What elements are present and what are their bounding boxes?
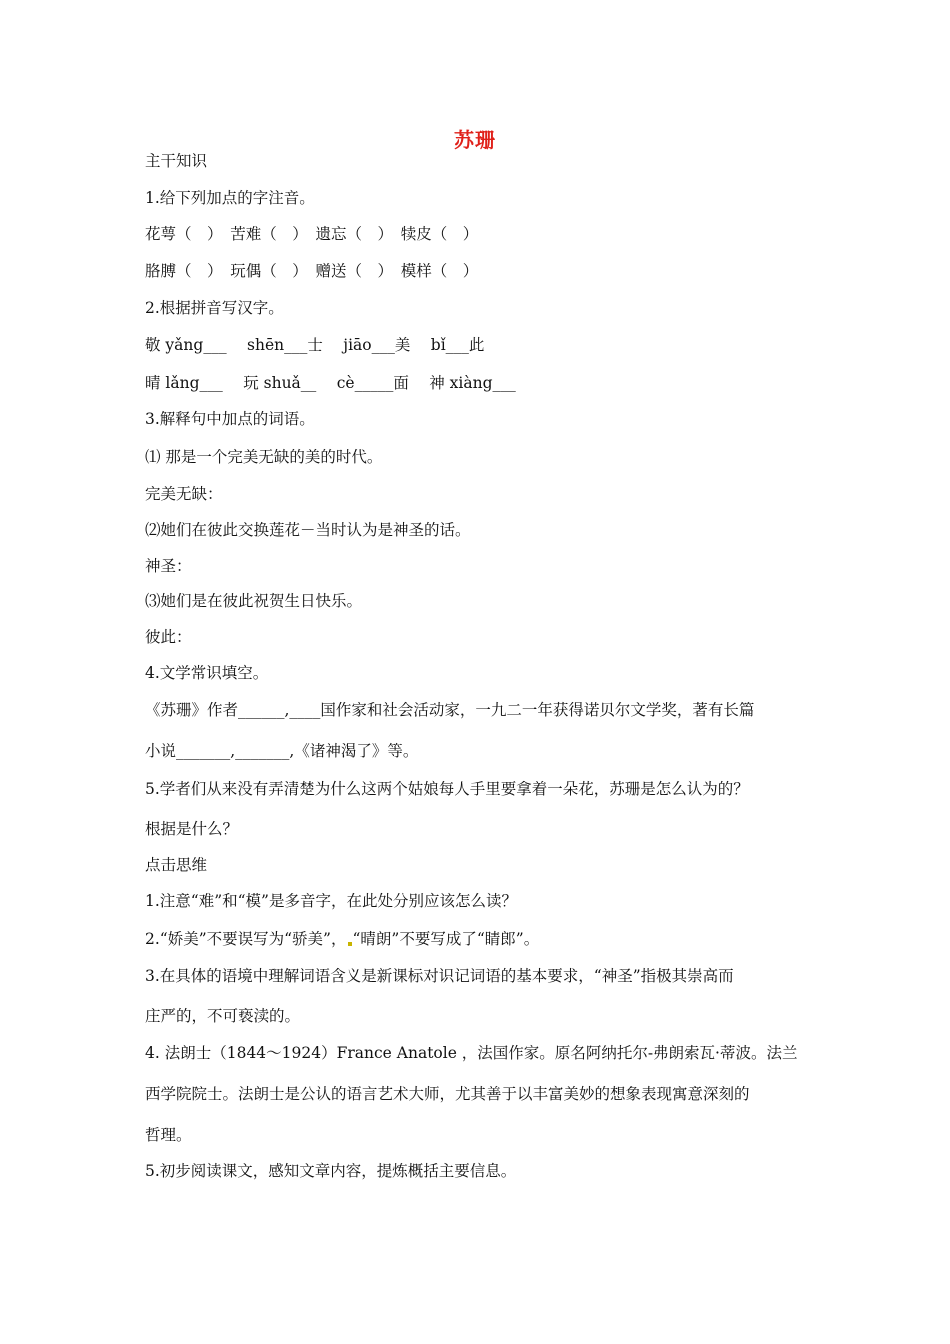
tip-4-line-3: 哲理。 [145, 1126, 192, 1144]
question-4-heading: 4.文学常识填空。 [145, 664, 269, 682]
question-3-sentence-2: ⑵她们在彼此交换莲花－当时认为是神圣的话。 [145, 521, 471, 539]
question-3-sentence-1: ⑴ 那是一个完美无缺的美的时代。 [145, 448, 383, 466]
tip-2-part-1: 2.“娇美”不要误写为“骄美”， [145, 930, 347, 948]
question-3-answer-3: 彼此： [145, 628, 192, 646]
question-2-row-2: 晴 lǎng___ 玩 shuǎ__ cè_____面 神 xiàng___ [145, 374, 516, 392]
tip-2-part-2: “晴朗”不要写成了“睛郎”。 [352, 930, 540, 948]
tip-2 [145, 929, 815, 949]
tip-3-line-2: 庄严的，不可亵渎的。 [145, 1007, 301, 1025]
section-heading-thinking: 点击思维 [145, 856, 208, 874]
question-1-row-2: 胳膊（ ） 玩偶（ ） 赠送（ ） 模样（ ） [145, 262, 479, 280]
page-title: 苏珊 [454, 128, 496, 152]
question-5-line-2: 根据是什么？ [145, 820, 239, 838]
question-4-line-1: 《苏珊》作者______,____国作家和社会活动家，一九二一年获得诺贝尔文学奖，著有长篇 [145, 701, 755, 719]
question-3-answer-2: 神圣： [145, 557, 192, 575]
question-1-heading: 1.给下列加点的字注音。 [145, 189, 315, 207]
section-heading-main-knowledge: 主干知识 [145, 152, 208, 170]
question-1-row-1: 花萼（ ） 苦难（ ） 遗忘（ ） 犊皮（ ） [145, 225, 479, 243]
tip-4-line-2: 西学院院士。法朗士是公认的语言艺术大师，尤其善于以丰富美妙的想象表现寓意深刻的 [145, 1085, 750, 1103]
question-5-line-1: 5.学者们从来没有弄清楚为什么这两个姑娘每人手里要拿着一朵花，苏珊是怎么认为的？ [145, 780, 749, 798]
tip-3-line-1: 3.在具体的语境中理解词语含义是新课标对识记词语的基本要求，“神圣”指极其崇高而 [145, 967, 734, 985]
question-3-answer-1: 完美无缺： [145, 485, 223, 503]
tip-4-line-1: 4. 法朗士（1844～1924）France Anatole ，法国作家。原名阿纳托尔-弗朗索瓦·蒂波。法兰 [145, 1044, 798, 1062]
question-4-line-2: 小说_______,_______,《诸神渴了》等。 [145, 742, 419, 760]
tip-1: 1.注意“难”和“模”是多音字，在此处分别应该怎么读？ [145, 892, 517, 910]
question-2-row-1: 敬 yǎng___ shēn___士 jiāo___美 bǐ___此 [145, 336, 485, 354]
question-3-heading: 3.解释句中加点的词语。 [145, 410, 315, 428]
emphasis-dot-icon [348, 942, 352, 946]
question-3-sentence-3: ⑶她们是在彼此祝贺生日快乐。 [145, 592, 363, 610]
question-2-heading: 2.根据拼音写汉字。 [145, 299, 284, 317]
tip-5: 5.初步阅读课文，感知文章内容，提炼概括主要信息。 [145, 1162, 517, 1180]
